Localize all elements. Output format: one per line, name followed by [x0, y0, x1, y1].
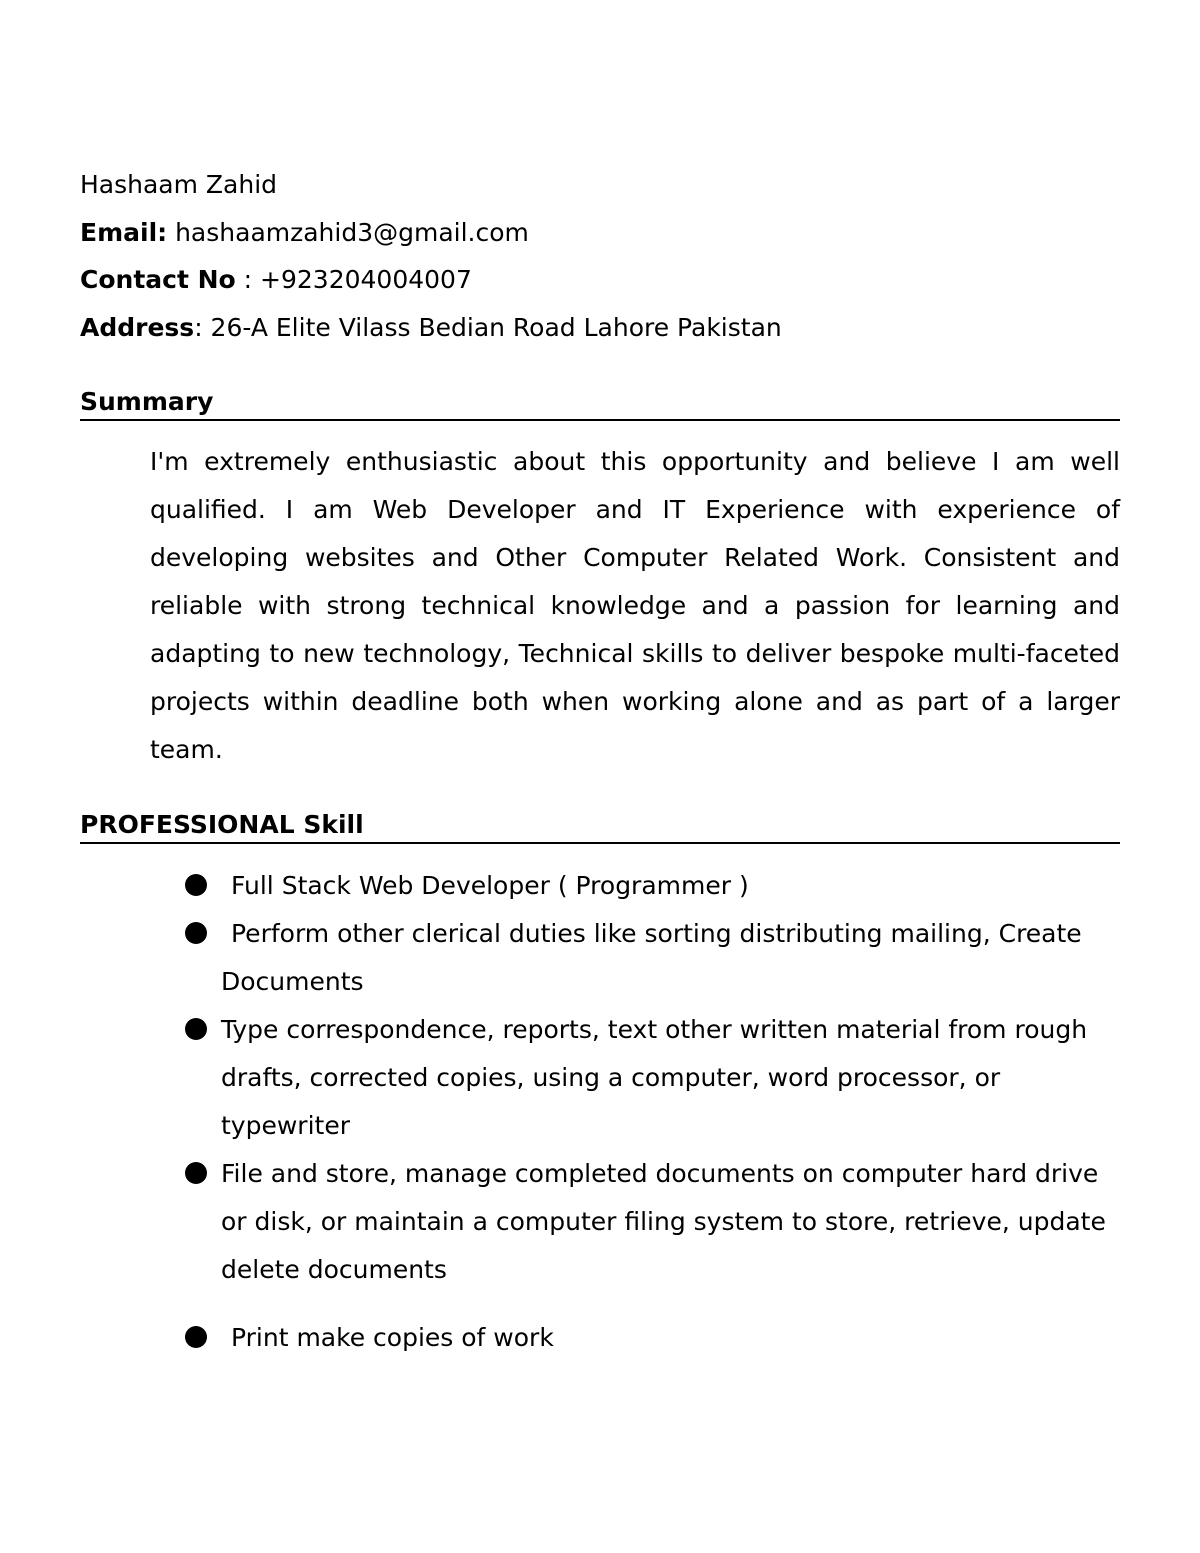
skill-item: [185, 862, 1120, 910]
contact-line: [80, 265, 472, 295]
contact-label: Contact No: [80, 265, 236, 294]
candidate-name: Hashaam Zahid: [80, 170, 278, 199]
skill-item: [185, 1150, 1120, 1294]
contact-value: : +923204004007: [235, 265, 472, 294]
address-label: Address: [80, 313, 195, 342]
skill-item: [185, 1006, 1120, 1150]
skill-text: Perform other clerical duties like sorting distributing mailing, Create Documents: [221, 919, 1082, 996]
skill-text: File and store, manage completed documents on computer hard drive or disk, or maintain a computer filing system to store, retrieve, update delete documents: [221, 1159, 1106, 1284]
bullet-icon: [185, 1162, 207, 1184]
bullet-icon: [185, 874, 207, 896]
bullet-icon: [185, 1326, 207, 1348]
email-value: hashaamzahid3@gmail.com: [167, 218, 529, 247]
address-line: [80, 313, 782, 343]
skill-text: Type correspondence, reports, text other written material from rough drafts, corrected copies, using a computer, word processor, or typewriter: [221, 1015, 1088, 1140]
skill-item: [185, 910, 1120, 1006]
bullet-icon: [185, 1018, 207, 1040]
email-line: [80, 218, 529, 248]
skill-text: Print make copies of work: [231, 1323, 554, 1352]
address-value: : 26-A Elite Vilass Bedian Road Lahore Pakistan: [194, 313, 782, 342]
summary-text: I'm extremely enthusiastic about this opportunity and believe I am well qualified. I am Web Developer and IT Experience with experience of developing websites and Other Computer Related Work. Consistent and reliable with strong technical knowledge and a passion for learning and adapting to new technology, Technical skills to deliver bespoke multi-faceted projects within deadline both when working alone and as part of a larger team.: [150, 447, 1120, 764]
summary-heading: Summary: [80, 387, 1120, 421]
skills-heading: PROFESSIONAL Skill: [80, 810, 1120, 844]
bullet-icon: [185, 922, 207, 944]
skill-item: [185, 1314, 1120, 1362]
skill-text: Full Stack Web Developer ( Programmer ): [231, 871, 749, 900]
email-label: Email:: [80, 218, 168, 247]
skills-list: [185, 862, 1120, 1362]
